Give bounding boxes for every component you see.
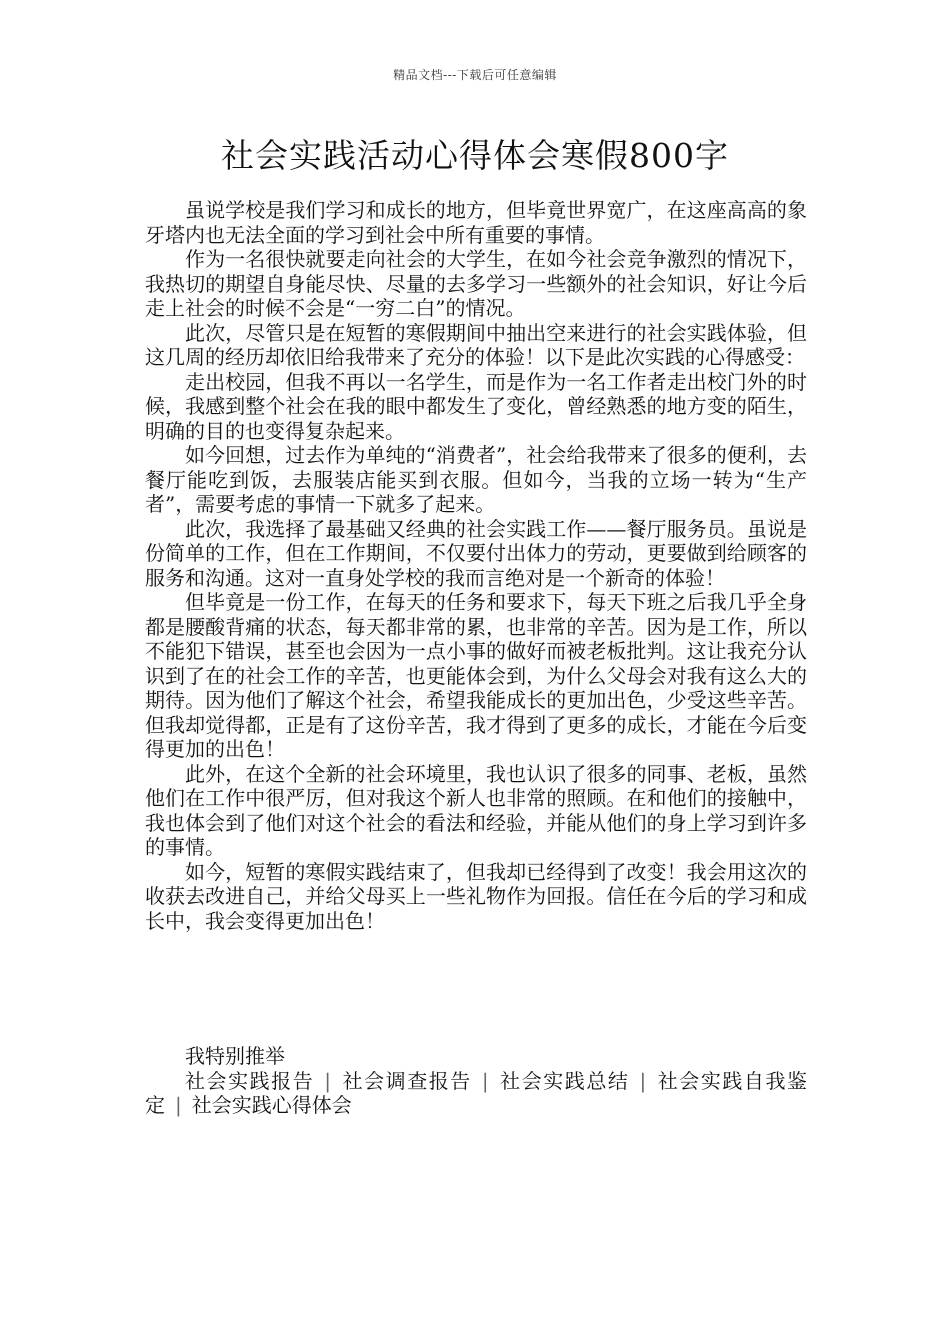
document-title: 社会实践活动心得体会寒假800字: [221, 136, 729, 175]
recommend-section: [145, 1044, 807, 1118]
paragraph: 虽说学校是我们学习和成长的地方，但毕竟世界宽广，在这座高高的象牙塔内也无法全面的学习到社会中所有重要的事情。: [145, 198, 807, 247]
link-separator: |: [481, 1068, 489, 1093]
paragraph: 此次，尽管只是在短暂的寒假期间中抽出空来进行的社会实践体验，但这几周的经历却依旧给我带来了充分的体验！以下是此次实践的心得感受：: [145, 320, 807, 369]
paragraph: 如今，短暂的寒假实践结束了，但我却已经得到了改变！我会用这次的收获去改进自己，并给父母买上一些礼物作为回报。信任在今后的学习和成长中，我会变得更加出色！: [145, 859, 807, 933]
paragraph: 作为一名很快就要走向社会的大学生，在如今社会竞争激烈的情况下，我热切的期望自身能尽快、尽量的去多学习一些额外的社会知识，好让今后走上社会的时候不会是“一穷二白”的情况。: [145, 247, 807, 320]
recommend-link-practice-summary[interactable]: 社会实践总结: [498, 1068, 630, 1093]
header-note: 精品文档---下载后可任意编辑: [393, 68, 557, 82]
paragraph: 如今回想，过去作为单纯的“消费者”，社会给我带来了很多的便利，去餐厅能吃到饭，去服装店能买到衣服。但如今，当我的立场一转为“生产者”，需要考虑的事情一下就多了起来。: [145, 443, 807, 516]
paragraph: 此外，在这个全新的社会环境里，我也认识了很多的同事、老板，虽然他们在工作中很严厉，但对我这个新人也非常的照顾。在和他们的接触中，我也体会到了他们对这个社会的看法和经验，并能从他们的身上学习到许多的事情。: [145, 761, 807, 859]
link-separator: |: [324, 1068, 332, 1093]
recommend-link-experience[interactable]: 社会实践心得体会: [191, 1093, 352, 1117]
recommend-link-practice-report[interactable]: 社会实践报告: [185, 1068, 315, 1093]
link-separator: |: [639, 1068, 647, 1093]
paragraph: 但毕竟是一份工作，在每天的任务和要求下，每天下班之后我几乎全身都是腰酸背痛的状态，每天都非常的累，也非常的辛苦。因为是工作，所以不能犯下错误，甚至也会因为一点小事的做好而被老板批判。这让我充分认识到了在的社会工作的辛苦，也更能体会到，为什么父母会对我有这么大的期待。因为他们了解这个社会，希望我能成长的更加出色，少受这些辛苦。但我却觉得都，正是有了这份辛苦，我才得到了更多的成长，才能在今后变得更加的出色！: [145, 590, 807, 761]
recommend-links: [145, 1069, 807, 1118]
recommend-link-self-appraisal[interactable]: 社会实践自我鉴定: [145, 1068, 808, 1117]
paragraph: 此次，我选择了最基础又经典的社会实践工作——餐厅服务员。虽说是份简单的工作，但在工作期间，不仅要付出体力的劳动，更要做到给顾客的服务和沟通。这对一直身处学校的我而言绝对是一个新奇的体验！: [145, 516, 807, 590]
document-body: [145, 198, 807, 933]
recommend-title: 我特别推举: [185, 1044, 285, 1068]
recommend-link-survey-report[interactable]: 社会调查报告: [341, 1068, 472, 1093]
paragraph: 走出校园，但我不再以一名学生，而是作为一名工作者走出校门外的时候，我感到整个社会在我的眼中都发生了变化，曾经熟悉的地方变的陌生，明确的目的也变得复杂起来。: [145, 369, 807, 443]
link-separator: |: [175, 1093, 182, 1117]
